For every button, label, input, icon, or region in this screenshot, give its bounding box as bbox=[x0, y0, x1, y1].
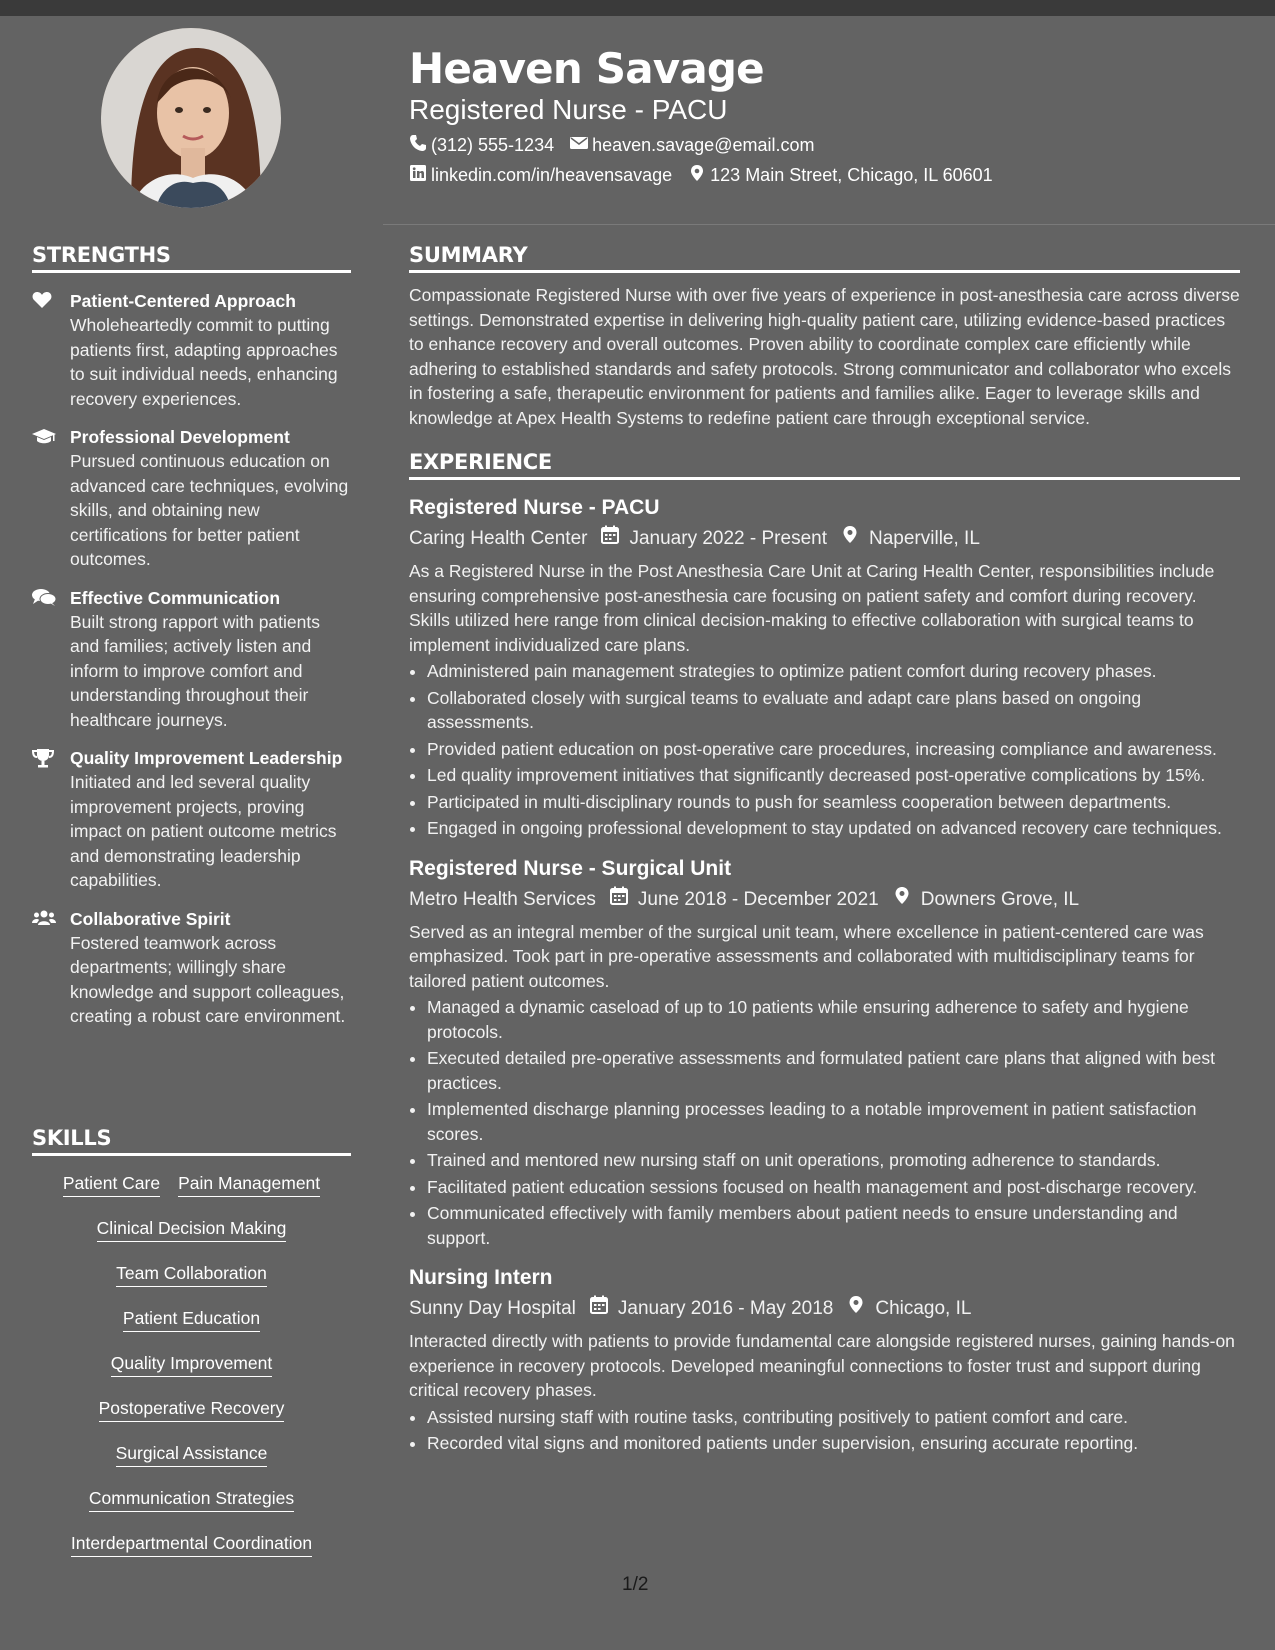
strength-item bbox=[32, 289, 351, 411]
envelope-icon bbox=[570, 134, 588, 157]
phone-icon bbox=[409, 134, 427, 157]
job-bullet: • Trained and mentored new nursing staff on unit operations, promoting adherence to standards. bbox=[427, 1148, 1240, 1173]
page-indicator: 1/2 bbox=[622, 1574, 649, 1595]
job-description: As a Registered Nurse in the Post Anesthesia Care Unit at Caring Health Center, responsibilities include ensuring comprehensive post-anesthesia care focusing on patient safety and comfort during recovery. Skills utilized here range from clinical decision-making to effective collaboration with surgical teams to implement individualized care plans. bbox=[409, 561, 1215, 655]
job-bullets bbox=[409, 995, 1240, 1250]
experience-entry bbox=[409, 1264, 1240, 1456]
job-bullet: • Executed detailed pre-operative assessments and formulated patient care plans that aligned with best practices. bbox=[427, 1046, 1240, 1095]
strength-title: Collaborative Spirit bbox=[70, 908, 231, 929]
contact-row-1 bbox=[409, 134, 814, 157]
job-bullet: • Communicated effectively with family members about patient needs to ensure understanding and support. bbox=[427, 1201, 1240, 1250]
job-bullet: • Recorded vital signs and monitored patients under supervision, ensuring accurate reporting. bbox=[427, 1431, 1240, 1456]
skill-tag: Team Collaboration bbox=[116, 1262, 267, 1287]
calendar-icon bbox=[576, 1295, 618, 1323]
strength-item bbox=[32, 425, 351, 572]
experience-entry bbox=[409, 494, 1240, 841]
skills-heading: SKILLS bbox=[32, 1126, 351, 1156]
strength-description: Initiated and led several quality improvement projects, proving impact on patient outcome metrics and demonstrating leadership capabilities. bbox=[70, 772, 337, 890]
linkedin-contact[interactable] bbox=[409, 164, 672, 187]
map-marker-icon bbox=[833, 1295, 875, 1323]
job-bullet: • Engaged in ongoing professional development to stay updated on advanced recovery care techniques. bbox=[427, 816, 1240, 841]
skill-tag: Pain Management bbox=[178, 1172, 320, 1197]
linkedin-text[interactable]: linkedin.com/in/heavensavage bbox=[431, 165, 673, 185]
job-meta bbox=[409, 525, 1240, 553]
skill-tag: Interdepartmental Coordination bbox=[71, 1532, 312, 1557]
job-bullet: • Managed a dynamic caseload of up to 10 patients while ensuring adherence to safety and hygiene protocols. bbox=[427, 995, 1240, 1044]
heart-icon bbox=[32, 291, 56, 311]
strength-title: Quality Improvement Leadership bbox=[70, 748, 343, 768]
address-contact bbox=[688, 164, 993, 187]
job-bullet: • Administered pain management strategies to optimize patient comfort during recovery phases. bbox=[427, 659, 1240, 684]
job-bullets bbox=[409, 1405, 1240, 1456]
skill-tag: Communication Strategies bbox=[89, 1487, 294, 1512]
strengths-heading: STRENGTHS bbox=[32, 243, 351, 273]
job-bullet: • Assisted nursing staff with routine tasks, contributing positively to patient comfort and care. bbox=[427, 1405, 1240, 1430]
job-bullet: • Led quality improvement initiatives that significantly decreased post-operative complications by 15%. bbox=[427, 763, 1240, 788]
linkedin-icon bbox=[409, 164, 427, 187]
job-location: Naperville, IL bbox=[869, 528, 980, 549]
calendar-icon bbox=[587, 525, 629, 553]
resume-page bbox=[0, 16, 1275, 1650]
strength-description: Wholeheartedly commit to putting patients first, adapting approaches to suit individual needs, enhancing recovery experiences. bbox=[70, 315, 338, 409]
job-location: Chicago, IL bbox=[875, 1298, 972, 1319]
strength-title: Effective Communication bbox=[70, 587, 281, 608]
map-marker-icon bbox=[688, 164, 706, 187]
strength-description: Built strong rapport with patients and families; actively listen and inform to improve comfort and understanding throughout their healthcare journeys. bbox=[70, 611, 320, 730]
summary-text: Compassionate Registered Nurse with over five years of experience in post-anesthesia care across diverse settings. Demonstrated expertise in delivering high-quality patient care, utilizing evidence-based practices to enhance recovery and overall outcomes. Proven ability to coordinate complex care efficiently while adhering to established standards and safety protocols. Strong communicator and collaborator who excels in fostering a safe, therapeutic environment for patients and families alike. Eager to leverage skills and knowledge at Apex Health Systems to redefine patient care through exceptional service. bbox=[409, 285, 1240, 428]
phone-contact bbox=[409, 134, 554, 157]
company-name: Caring Health Center bbox=[409, 528, 588, 549]
job-title: Registered Nurse - PACU bbox=[409, 496, 660, 519]
strength-item bbox=[32, 746, 351, 893]
skills-section bbox=[32, 1126, 351, 1577]
skill-tag: Clinical Decision Making bbox=[97, 1217, 287, 1242]
email-contact[interactable] bbox=[570, 134, 814, 157]
job-meta bbox=[409, 886, 1240, 914]
comments-icon bbox=[32, 588, 56, 608]
job-dates: June 2018 - December 2021 bbox=[637, 888, 879, 910]
job-bullet: • Provided patient education on post-operative care procedures, increasing compliance and awareness. bbox=[427, 737, 1240, 762]
skill-tag: Surgical Assistance bbox=[116, 1442, 268, 1467]
header-divider bbox=[383, 224, 1275, 225]
skill-tag: Patient Care bbox=[63, 1172, 160, 1197]
job-title: Nursing Intern bbox=[409, 1266, 553, 1289]
candidate-role: Registered Nurse - PACU bbox=[409, 94, 728, 125]
job-bullet: • Facilitated patient education sessions focused on health management and post-discharge recovery. bbox=[427, 1175, 1240, 1200]
candidate-name: Heaven Savage bbox=[409, 44, 764, 93]
job-description: Interacted directly with patients to provide fundamental care alongside registered nurses, gaining hands-on experience in recovery protocols. Developed meaningful connections to foster trust and support during critical recovery phases. bbox=[409, 1331, 1235, 1400]
strength-description: Fostered teamwork across departments; willingly share knowledge and support colleagues, creating a robust care environment. bbox=[70, 932, 346, 1026]
strength-item bbox=[32, 586, 351, 733]
strengths-section bbox=[32, 243, 351, 1029]
contact-row-2 bbox=[409, 164, 993, 187]
job-bullet: • Participated in multi-disciplinary rounds to push for seamless cooperation between departments. bbox=[427, 790, 1240, 815]
map-marker-icon bbox=[827, 525, 869, 553]
strength-description: Pursued continuous education on advanced care techniques, evolving skills, and obtaining new certifications for better patient outcomes. bbox=[70, 451, 349, 569]
left-column bbox=[0, 16, 383, 1650]
job-bullets bbox=[409, 659, 1240, 841]
skills-list bbox=[32, 1172, 351, 1577]
company-name: Metro Health Services bbox=[409, 888, 596, 910]
job-title: Registered Nurse - Surgical Unit bbox=[409, 856, 732, 880]
job-description: Served as an integral member of the surgical unit team, where excellence in patient-centered care was emphasized. Took part in pre-operative assessments and collaborated with multidisciplinary teams for tailored patient outcomes. bbox=[409, 921, 1204, 991]
skill-tag: Postoperative Recovery bbox=[99, 1397, 285, 1422]
email-text[interactable]: heaven.savage@email.com bbox=[592, 135, 815, 155]
users-icon bbox=[32, 909, 56, 929]
trophy-icon bbox=[32, 748, 56, 768]
summary-heading: SUMMARY bbox=[409, 243, 1240, 273]
profile-photo bbox=[101, 28, 281, 208]
skill-tag: Patient Education bbox=[123, 1307, 260, 1332]
experience-entry bbox=[409, 855, 1240, 1251]
map-marker-icon bbox=[879, 886, 921, 914]
job-dates: January 2016 - May 2018 bbox=[617, 1298, 834, 1319]
graduation-cap-icon bbox=[32, 427, 56, 447]
job-bullet: • Implemented discharge planning processes leading to a notable improvement in patient satisfaction scores. bbox=[427, 1097, 1240, 1146]
strength-title: Professional Development bbox=[70, 427, 290, 447]
company-name: Sunny Day Hospital bbox=[409, 1298, 576, 1319]
job-dates: January 2022 - Present bbox=[629, 528, 827, 549]
job-bullet: • Collaborated closely with surgical teams to evaluate and adapt care plans based on ongoing assessments. bbox=[427, 686, 1240, 735]
strength-item bbox=[32, 907, 351, 1029]
job-location: Downers Grove, IL bbox=[920, 888, 1080, 910]
main-content bbox=[409, 243, 1240, 1458]
strength-title: Patient-Centered Approach bbox=[70, 291, 296, 311]
calendar-icon bbox=[596, 886, 638, 914]
skill-tag: Quality Improvement bbox=[111, 1352, 272, 1377]
phone-text: (312) 555-1234 bbox=[431, 135, 555, 155]
experience-heading: EXPERIENCE bbox=[409, 450, 1240, 480]
job-meta bbox=[409, 1295, 1240, 1323]
address-text: 123 Main Street, Chicago, IL 60601 bbox=[710, 165, 993, 185]
